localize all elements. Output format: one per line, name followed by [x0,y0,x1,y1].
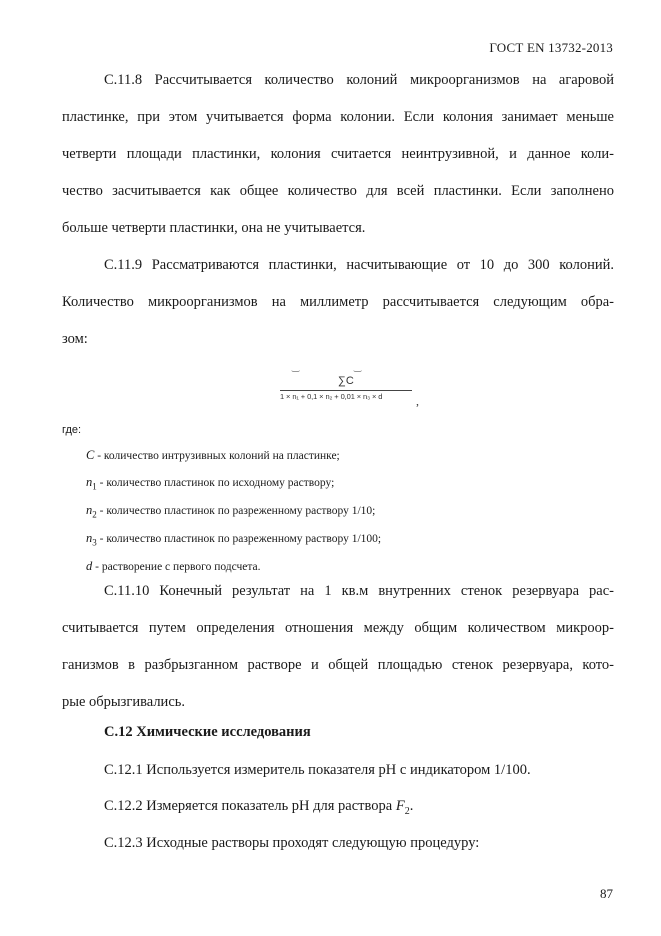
text-line: больше четверти пластинки, она не учитывается. [62,220,366,236]
fraction-bar [280,390,412,391]
standard-code-header: ГОСТ EN 13732-2013 [489,40,613,55]
legend-item-c [86,448,340,463]
legend-item-n2 [86,503,375,520]
text-line: С.11.10 Конечный результат на 1 кв.м внутренних стенок резервуара рас- [104,583,614,599]
legend-text: - количество пластинок по разреженному раствору 1/100; [96,533,382,545]
legend-item-n1 [86,475,334,492]
text-line: рые обрызгивались. [62,694,185,710]
text-line: С.11.9 Рассматриваются пластинки, насчитывающие от 10 до 300 колоний. [104,257,614,273]
paragraph-c12-3: С.12.3 Исходные растворы проходят следующую процедуру: [104,835,480,851]
text-line: считывается путем определения отношения между общим количеством микроор- [62,620,614,636]
paragraph-c11-8 [62,62,614,247]
formula-denominator: 1 × n₁ + 0,1 × n₂ + 0,01 × n₃ × d [280,392,383,401]
legend-text: - количество интрузивных колоний на пластинке; [94,450,340,462]
paragraph-c11-9 [62,247,614,358]
legend-item-d [86,559,261,574]
text-line: зом: [62,331,88,347]
page-number: 87 [600,886,613,901]
legend-symbol: $n_2$ [86,503,97,520]
legend-symbol: d [86,559,93,573]
legend-text: - количество пластинок по разреженному раствору 1/10; [96,505,376,517]
legend-item-n3 [86,531,381,548]
paragraph-c11-10 [62,573,614,721]
paragraph-c12-2: С.12.2 Измеряется показатель pH для раствора $F_2$. [104,798,414,817]
legend-symbol: C [86,448,95,462]
formula-comma: , [416,394,419,408]
text-line: четверти площади пластинки, колония считается неинтрузивной, и данное коли- [62,146,614,162]
legend-text: - количество пластинок по исходному раствору; [96,477,335,489]
legend-symbol: $n_3$ [86,531,97,548]
colony-count-formula: ‿ ‿ ∑C 1 × n₁ + 0,1 × n₂ + 0,01 × n₃ × d , [280,362,419,408]
paragraph-c12-1: С.12.1 Используется измеритель показателя pH с индикатором 1/100. [104,762,531,778]
text-line: чество засчитывается как общее количество для всей пластинки. Если заполнено [62,183,614,199]
text-line: Количество микроорганизмов на миллиметр рассчитывается следующим обра- [62,294,614,310]
text-line: С.11.8 Рассчитывается количество колоний микроорганизмов на агаровой [104,72,614,88]
formula-numerator: ∑C [338,375,354,387]
where-label: где: [62,424,82,436]
text-line: ганизмов в разбрызганном растворе и общей площадью стенок резервуара, кото- [62,657,614,673]
legend-symbol: $n_1$ [86,475,97,492]
section-heading-c12: С.12 Химические исследования [104,724,311,740]
text-line: пластинке, при этом учитывается форма колонии. Если колония занимает меньше [62,109,614,125]
legend-text: - растворение с первого подсчета. [92,561,261,573]
